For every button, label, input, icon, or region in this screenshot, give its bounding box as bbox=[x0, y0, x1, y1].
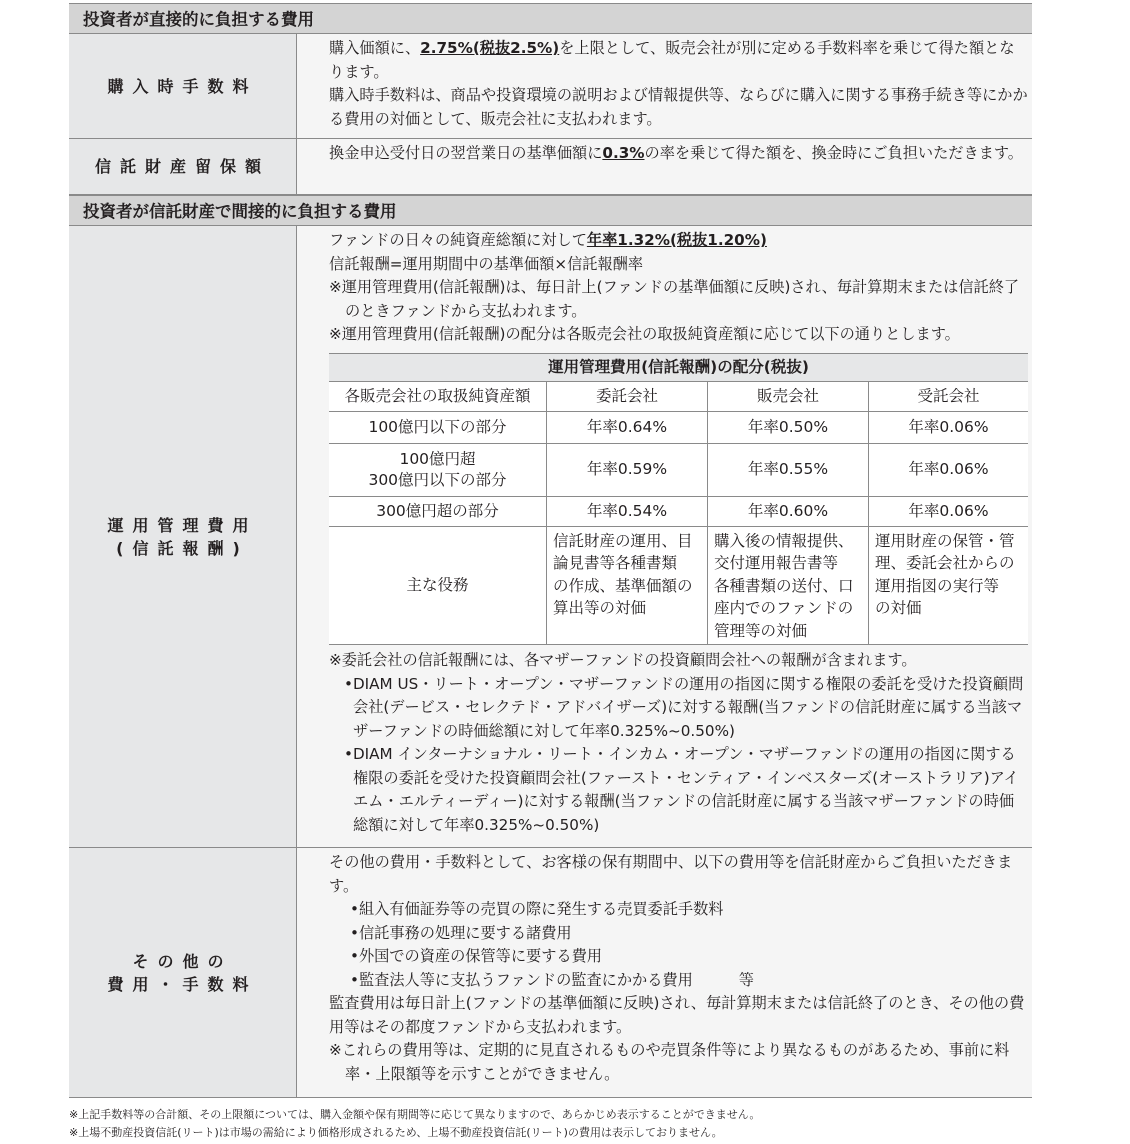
mgmt-line2: 信託報酬=運用期間中の基準価額×信託報酬率 bbox=[329, 254, 644, 273]
row-other-fees bbox=[69, 848, 1032, 1098]
table-cell: 年率0.64% bbox=[547, 411, 708, 443]
allocation-header-col: 受託会社 bbox=[869, 381, 1029, 411]
list-item: •信託事務の処理に要する諸費用 bbox=[350, 923, 572, 942]
section-header-indirect: 投資者が信託財産で間接的に負担する費用 bbox=[69, 195, 1032, 226]
table-cell: 100億円以下の部分 bbox=[329, 411, 547, 443]
section-header-direct: 投資者が直接的に負担する費用 bbox=[69, 3, 1032, 34]
table-row-roles bbox=[329, 526, 1028, 645]
table-cell: 年率0.06% bbox=[869, 443, 1029, 496]
list-item: •組入有価証券等の売買の際に発生する売買委託手数料 bbox=[350, 900, 724, 918]
table-row bbox=[329, 496, 1028, 526]
row-management-fee bbox=[69, 226, 1032, 848]
mgmt-note2: ※運用管理費用(信託報酬)の配分は各販売会社の取扱純資産額に応じて以下の通りとします。 bbox=[329, 325, 960, 343]
purchase-fee-post: を上限として、販売会社が別に定める手数料率を乗じて得た額となります。 bbox=[329, 39, 1015, 81]
table-cell bbox=[329, 443, 547, 496]
label-purchase-fee bbox=[69, 34, 296, 138]
other-note: ※これらの費用等は、定期的に見直されるものや売買条件等により異なるものがあるため、事前に料率・上限額等を示すことができません。 bbox=[329, 1041, 1010, 1083]
table-cell: 年率0.06% bbox=[869, 411, 1029, 443]
role-line: 交付運用報告書等 bbox=[714, 554, 839, 572]
purchase-fee-rate: 2.75%(税抜2.5%) bbox=[420, 39, 560, 57]
table-cell: 年率0.54% bbox=[547, 496, 708, 526]
mgmt-note3: ※委託会社の信託報酬には、各マザーファンドの投資顧問会社への報酬が含まれます。 bbox=[329, 651, 917, 669]
allocation-header-col: 販売会社 bbox=[708, 381, 869, 411]
allocation-header-col: 各販売会社の取扱純資産額 bbox=[329, 381, 547, 411]
role-cell-trustee bbox=[869, 526, 1029, 645]
allocation-header-col: 委託会社 bbox=[547, 381, 708, 411]
role-cell-distributor bbox=[708, 526, 869, 645]
role-line: 論見書等各種書類 bbox=[553, 554, 678, 572]
label-retention bbox=[69, 139, 296, 194]
label-other-line2: 費用・手数料 bbox=[107, 974, 258, 994]
purchase-fee-line1 bbox=[329, 37, 1028, 84]
footnotes bbox=[69, 1106, 760, 1142]
retention-post: の率を乗じて得た額を、換金時にご負担いただきます。 bbox=[644, 144, 1023, 162]
mgmt-line1-pre: ファンドの日々の純資産総額に対して bbox=[329, 231, 587, 249]
table-cell: 年率0.50% bbox=[708, 411, 869, 443]
purchase-fee-line2: 購入時手数料は、商品や投資環境の説明および情報提供等、ならびに購入に関する事務手続き等にかかる費用の対価として、販売会社に支払われます。 bbox=[329, 86, 1028, 128]
role-line: 管理等の対価 bbox=[714, 621, 808, 640]
allocation-table-caption: 運用管理費用(信託報酬)の配分(税抜) bbox=[329, 353, 1028, 381]
label-purchase-fee-text: 購入時手数料 bbox=[107, 76, 258, 96]
role-line: の作成、基準価額の bbox=[553, 576, 693, 595]
table-row bbox=[329, 443, 1028, 496]
mgmt-line1 bbox=[329, 229, 1028, 253]
row-purchase-fee bbox=[69, 34, 1032, 139]
list-item bbox=[329, 969, 1028, 993]
retention-text bbox=[329, 142, 1028, 166]
role-label: 主な役務 bbox=[329, 526, 547, 645]
role-line: 各種書類の送付、口 bbox=[714, 576, 854, 595]
table-cell: 年率0.55% bbox=[708, 443, 869, 496]
fee-table bbox=[69, 3, 1032, 1098]
fee-allocation-table bbox=[329, 353, 1028, 646]
label-mgmt-line2: (信託報酬) bbox=[116, 538, 249, 558]
table-cell: 300億円超の部分 bbox=[329, 496, 547, 526]
purchase-fee-pre: 購入価額に、 bbox=[329, 39, 421, 57]
role-line: 座内でのファンドの bbox=[714, 599, 854, 617]
list-item: •外国での資産の保管等に要する費用 bbox=[350, 947, 602, 965]
content-retention bbox=[296, 139, 1032, 194]
role-cell-trustor bbox=[547, 526, 708, 645]
table-cell: 年率0.06% bbox=[869, 496, 1029, 526]
mgmt-bullet1: •DIAM US・リート・オープン・マザーファンドの運用の指図に関する権限の委託を受けた投資顧問会社(デービス・セレクテド・アドバイザーズ)に対する報酬(当ファンドの信託財産に属する当該マザーファンドの時価総額に対して年率0.325%~0.50%) bbox=[344, 674, 1024, 740]
role-line: 購入後の情報提供、 bbox=[714, 531, 854, 550]
label-other-fees bbox=[69, 848, 296, 1097]
list-item-text: •監査法人等に支払うファンドの監査にかかる費用 bbox=[350, 970, 693, 989]
role-line: 信託財産の運用、目 bbox=[553, 531, 693, 550]
row-label-line1: 100億円超 bbox=[399, 449, 476, 468]
retention-rate: 0.3% bbox=[602, 144, 645, 162]
content-management-fee bbox=[296, 226, 1032, 847]
table-row bbox=[329, 411, 1028, 443]
label-mgmt-line1: 運用管理費用 bbox=[107, 515, 258, 535]
retention-pre: 換金申込受付日の翌営業日の基準価額に bbox=[329, 144, 603, 162]
other-audit: 監査費用は毎日計上(ファンドの基準価額に反映)され、毎計算期末または信託終了のとき、その他の費用等はその都度ファンドから支払われます。 bbox=[329, 994, 1025, 1036]
mgmt-note1: ※運用管理費用(信託報酬)は、毎日計上(ファンドの基準価額に反映)され、毎計算期末または信託終了のときファンドから支払われます。 bbox=[329, 278, 1020, 320]
role-line: 理、委託会社からの bbox=[875, 554, 1015, 572]
table-cell: 年率0.59% bbox=[547, 443, 708, 496]
content-other-fees bbox=[296, 848, 1032, 1097]
footnote: ※上場不動産投資信託(リート)は市場の需給により価格形成されるため、上場不動産投資信託(リート)の費用は表示しておりません。 bbox=[69, 1126, 723, 1139]
mgmt-rate: 年率1.32%(税抜1.20%) bbox=[586, 231, 767, 249]
list-item-suffix: 等 bbox=[738, 970, 754, 989]
role-line: 運用財産の保管・管 bbox=[875, 531, 1015, 550]
label-other-line1: その他の bbox=[132, 951, 233, 971]
footnote: ※上記手数料等の合計額、その上限額については、購入金額や保有期間等に応じて異なりますので、あらかじめ表示することができません。 bbox=[69, 1108, 761, 1121]
role-line: 運用指図の実行等 bbox=[875, 576, 1000, 595]
label-management-fee bbox=[69, 226, 296, 847]
role-line: 算出等の対価 bbox=[553, 599, 647, 617]
table-cell: 年率0.60% bbox=[708, 496, 869, 526]
content-purchase-fee bbox=[296, 34, 1032, 138]
mgmt-bullet2: •DIAM インターナショナル・リート・インカム・オープン・マザーファンドの運用の指図に関する権限の委託を受けた投資顧問会社(ファースト・センティア・インベスターズ(オーストラリア)アイエム・エルティーディー)に対する報酬(当ファンドの信託財産に属する当該マザーファンドの時価総額に対して年率0.325%~0.50%) bbox=[344, 745, 1019, 834]
role-line: の対価 bbox=[875, 599, 922, 617]
other-intro: その他の費用・手数料として、お客様の保有期間中、以下の費用等を信託財産からご負担いただきます。 bbox=[329, 853, 1013, 895]
label-retention-text: 信託財産留保額 bbox=[94, 157, 270, 176]
row-retention bbox=[69, 139, 1032, 195]
row-label-line2: 300億円以下の部分 bbox=[368, 470, 507, 489]
